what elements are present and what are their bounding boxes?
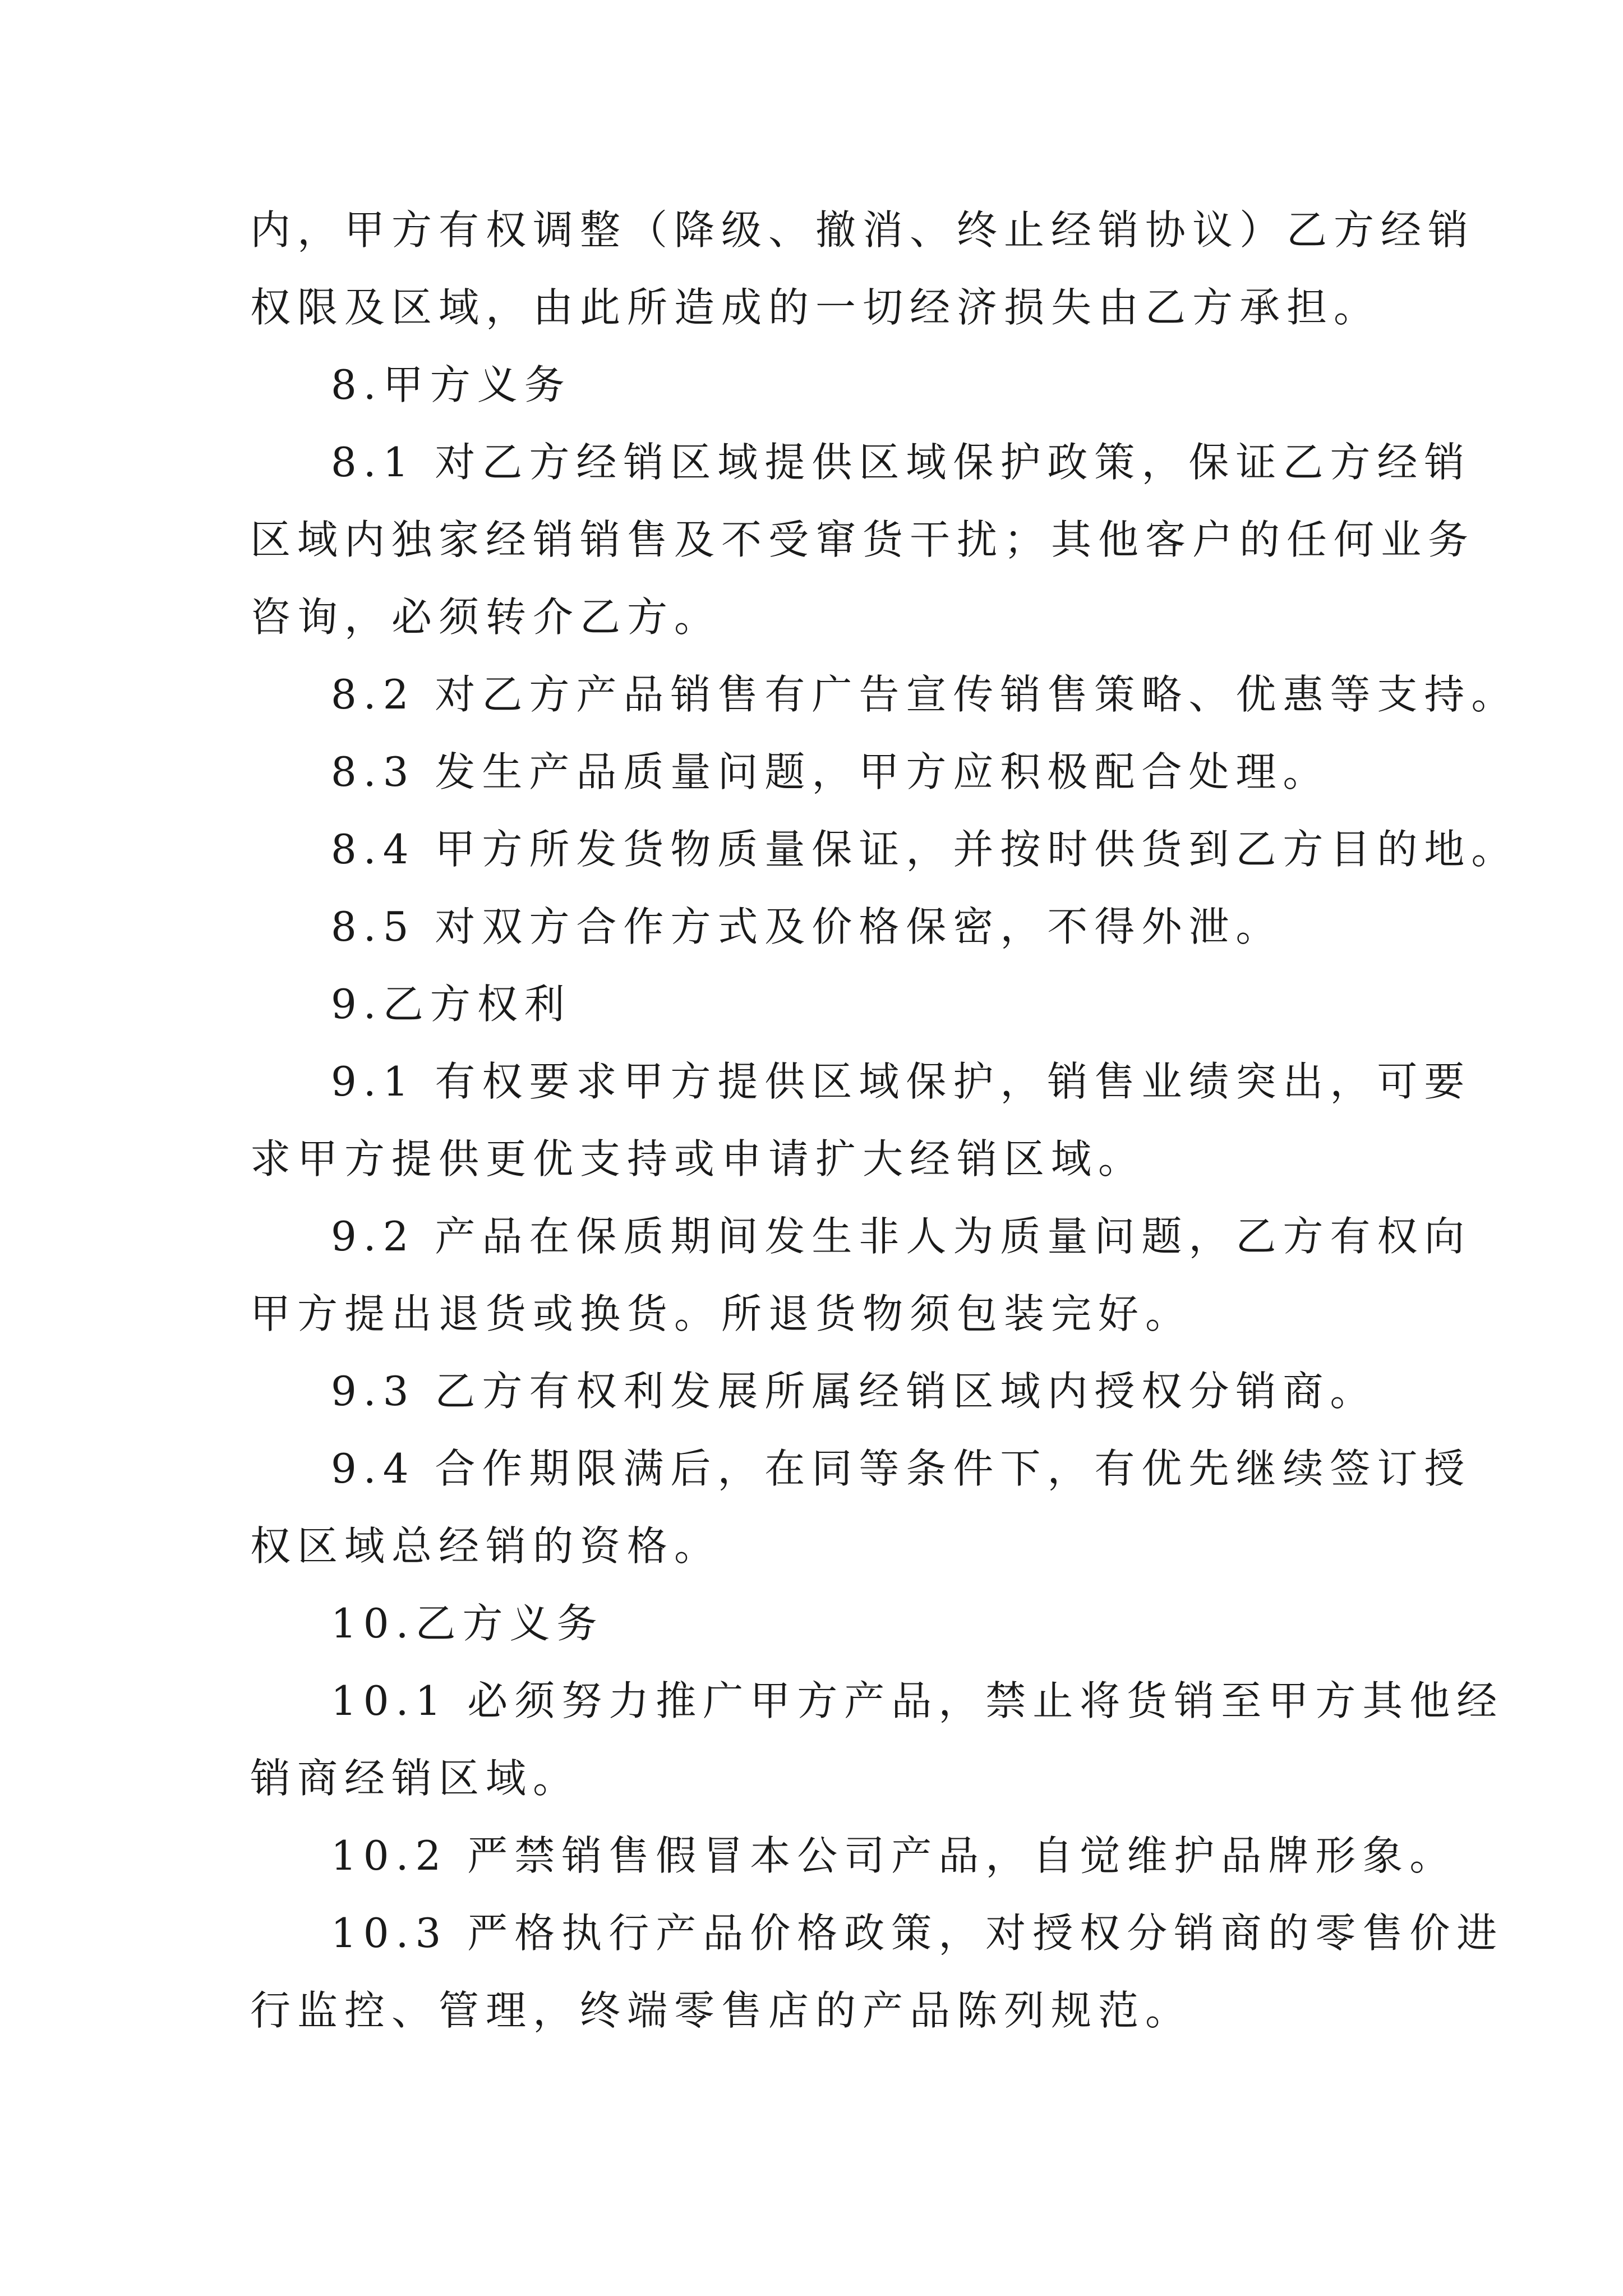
clause-9-1: 9.1 有权要求甲方提供区域保护，销售业绩突出，可要: [331, 1058, 1472, 1105]
section-heading-10: 10.乙方义务: [331, 1600, 604, 1647]
text-line: 内，甲方有权调整（降级、撤消、终止经销协议）乙方经销: [250, 206, 1476, 254]
clause-8-1: 8.1 对乙方经销区域提供区域保护政策，保证乙方经销: [331, 439, 1472, 486]
text-line: 求甲方提供更优支持或申请扩大经销区域。: [250, 1135, 1146, 1182]
clause-10-2: 10.2 严禁销售假冒本公司产品，自觉维护品牌形象。: [331, 1832, 1457, 1879]
text-line: 权区域总经销的资格。: [250, 1522, 722, 1570]
clause-8-3: 8.3 发生产品质量问题，甲方应积极配合处理。: [331, 748, 1330, 795]
text-line: 权限及区域，由此所造成的一切经济损失由乙方承担。: [250, 284, 1381, 331]
text-line: 甲方提出退货或换货。所退货物须包装完好。: [250, 1290, 1193, 1337]
clause-9-2: 9.2 产品在保质期间发生非人为质量问题，乙方有权向: [331, 1213, 1472, 1260]
section-heading-8: 8.甲方义务: [331, 361, 571, 408]
clause-9-4: 9.4 合作期限满后，在同等条件下，有优先继续签订授: [331, 1445, 1472, 1492]
clause-9-3: 9.3 乙方有权利发展所属经销区域内授权分销商。: [331, 1368, 1377, 1415]
clause-10-3: 10.3 严格执行产品价格政策，对授权分销商的零售价进: [331, 1910, 1504, 1957]
text-line: 区域内独家经销销售及不受窜货干扰；其他客户的任何业务: [250, 516, 1476, 563]
clause-10-1: 10.1 必须努力推广甲方产品，禁止将货销至甲方其他经: [331, 1677, 1504, 1724]
clause-8-4: 8.4 甲方所发货物质量保证，并按时供货到乙方目的地。: [331, 826, 1519, 873]
clause-8-5: 8.5 对双方合作方式及价格保密，不得外泄。: [331, 903, 1283, 950]
section-heading-9: 9.乙方权利: [331, 981, 571, 1028]
text-line: 行监控、管理，终端零售店的产品陈列规范。: [250, 1987, 1193, 2034]
clause-8-2: 8.2 对乙方产品销售有广告宣传销售策略、优惠等支持。: [331, 671, 1519, 718]
text-line: 咨询，必须转介乙方。: [250, 593, 722, 641]
text-line: 销商经销区域。: [250, 1755, 580, 1802]
